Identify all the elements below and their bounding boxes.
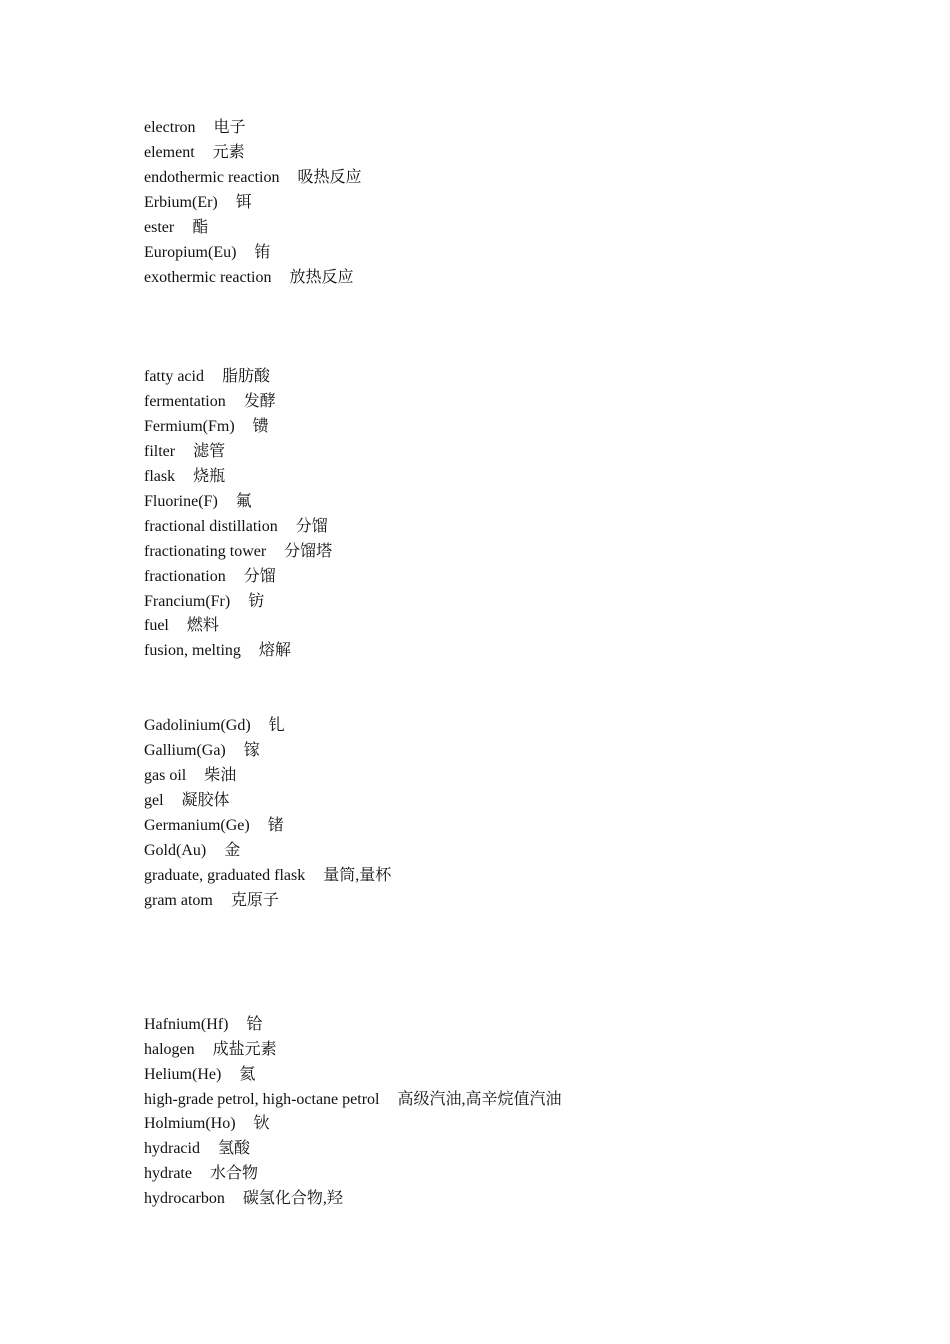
term-english: Helium(He) (144, 1066, 222, 1083)
glossary-entry (144, 714, 285, 739)
term-chinese: 凝胶体 (181, 792, 230, 809)
glossary-entry (144, 1187, 343, 1212)
glossary-entry (144, 266, 354, 291)
term-english: hydracid (144, 1140, 200, 1157)
glossary-entry (144, 116, 246, 141)
term-english: flask (144, 468, 176, 485)
glossary-entry (144, 764, 236, 789)
glossary-entry (144, 166, 362, 191)
term-english: gram atom (144, 892, 213, 909)
term-chinese: 镓 (243, 742, 260, 759)
term-chinese: 酯 (192, 219, 209, 236)
term-english: high-grade petrol, high-octane petrol (144, 1091, 380, 1108)
term-english: Gadolinium(Gd) (144, 717, 251, 734)
term-chinese: 元素 (212, 144, 245, 161)
term-chinese: 碳氢化合物,羟 (242, 1190, 343, 1207)
glossary-entry (144, 1063, 255, 1088)
term-chinese: 克原子 (230, 892, 279, 909)
term-english: electron (144, 119, 196, 136)
glossary-entry (144, 365, 270, 390)
term-chinese: 分馏塔 (284, 543, 333, 560)
term-english: Francium(Fr) (144, 593, 231, 610)
glossary-entry (144, 839, 240, 864)
glossary-entry (144, 440, 225, 465)
term-english: hydrocarbon (144, 1190, 225, 1207)
glossary-entry (144, 1038, 277, 1063)
term-chinese: 锗 (267, 817, 284, 834)
glossary-entry (144, 141, 245, 166)
glossary-entry (144, 1013, 262, 1038)
glossary-entry (144, 789, 230, 814)
glossary-entry (144, 241, 270, 266)
term-chinese: 成盐元素 (212, 1041, 277, 1058)
term-english: fusion, melting (144, 642, 241, 659)
term-chinese: 放热反应 (289, 269, 354, 286)
term-english: fuel (144, 617, 169, 634)
term-english: Fermium(Fm) (144, 418, 235, 435)
term-chinese: 金 (224, 842, 241, 859)
glossary-entry (144, 465, 225, 490)
glossary-entry (144, 614, 219, 639)
term-english: Erbium(Er) (144, 194, 218, 211)
term-chinese: 分馏 (295, 518, 328, 535)
term-chinese: 熔解 (258, 642, 291, 659)
term-chinese: 吸热反应 (297, 169, 362, 186)
glossary-entry (144, 1088, 561, 1113)
term-chinese: 铪 (246, 1016, 263, 1033)
term-chinese: 铕 (254, 244, 271, 261)
glossary-entry (144, 1112, 270, 1137)
term-english: hydrate (144, 1165, 192, 1182)
term-chinese: 分馏 (243, 568, 276, 585)
term-chinese: 发酵 (243, 393, 276, 410)
glossary-entry (144, 1162, 258, 1187)
glossary-entry (144, 889, 279, 914)
glossary-entry (144, 590, 264, 615)
term-chinese: 柴油 (204, 767, 237, 784)
term-chinese: 钫 (248, 593, 265, 610)
term-chinese: 氦 (239, 1066, 256, 1083)
term-chinese: 量筒,量杯 (323, 867, 392, 884)
term-english: halogen (144, 1041, 195, 1058)
term-chinese: 氢酸 (217, 1140, 250, 1157)
glossary-entry (144, 515, 328, 540)
term-english: graduate, graduated flask (144, 867, 306, 884)
glossary-entry (144, 415, 269, 440)
term-chinese: 燃料 (186, 617, 219, 634)
term-english: filter (144, 443, 176, 460)
term-english: element (144, 144, 195, 161)
term-english: gas oil (144, 767, 187, 784)
term-english: fractional distillation (144, 518, 278, 535)
term-chinese: 滤管 (193, 443, 226, 460)
term-english: Holmium(Ho) (144, 1115, 236, 1132)
term-chinese: 镄 (252, 418, 269, 435)
glossary-entry (144, 490, 252, 515)
term-chinese: 脂肪酸 (221, 368, 270, 385)
term-english: exothermic reaction (144, 269, 272, 286)
term-english: Hafnium(Hf) (144, 1016, 229, 1033)
glossary-entry (144, 864, 391, 889)
term-english: Gallium(Ga) (144, 742, 226, 759)
term-english: fractionation (144, 568, 226, 585)
term-chinese: 烧瓶 (193, 468, 226, 485)
term-english: fractionating tower (144, 543, 267, 560)
term-english: ester (144, 219, 175, 236)
glossary-entry (144, 1137, 250, 1162)
term-english: Europium(Eu) (144, 244, 237, 261)
term-english: gel (144, 792, 164, 809)
glossary-entry (144, 216, 208, 241)
glossary-entry (144, 814, 284, 839)
glossary-entry (144, 639, 291, 664)
term-english: Gold(Au) (144, 842, 207, 859)
glossary-entry (144, 390, 276, 415)
term-chinese: 水合物 (209, 1165, 258, 1182)
term-chinese: 钆 (268, 717, 285, 734)
term-english: Germanium(Ge) (144, 817, 250, 834)
term-chinese: 高级汽油,高辛烷值汽油 (397, 1091, 562, 1108)
term-english: Fluorine(F) (144, 493, 218, 510)
glossary-entry (144, 739, 260, 764)
term-chinese: 氟 (235, 493, 252, 510)
term-english: fermentation (144, 393, 226, 410)
term-english: fatty acid (144, 368, 204, 385)
term-chinese: 电子 (213, 119, 246, 136)
term-english: endothermic reaction (144, 169, 280, 186)
term-chinese: 钬 (253, 1115, 270, 1132)
term-chinese: 铒 (235, 194, 252, 211)
glossary-entry (144, 191, 252, 216)
glossary-entry (144, 540, 332, 565)
glossary-entry (144, 565, 276, 590)
